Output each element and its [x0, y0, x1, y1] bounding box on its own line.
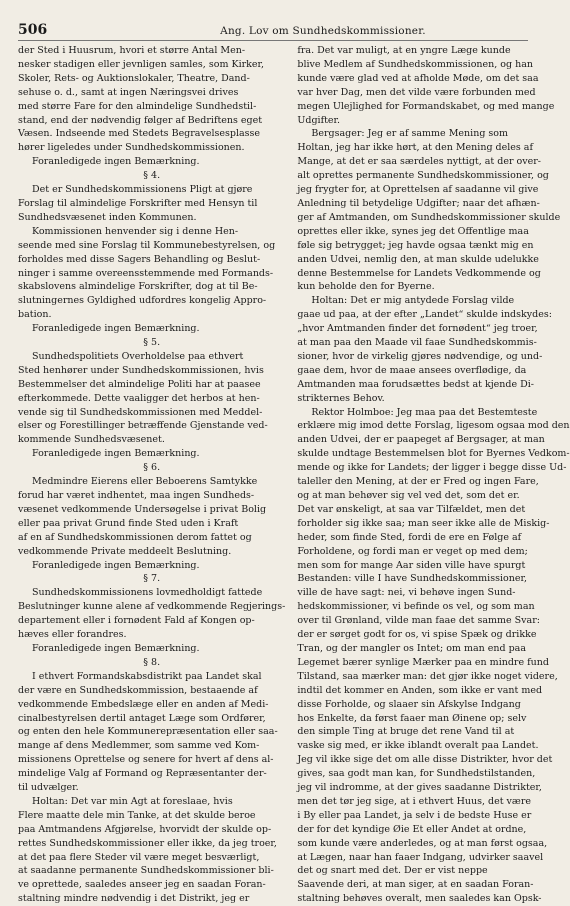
text-line: anden Udvei, nemlig den, at man skulde udelukke [297, 253, 539, 265]
text-line: ville de have sagt: nei, vi behøve ingen Sund- [297, 587, 516, 599]
text-line: eller paa privat Grund finde Sted uden i Kraft [18, 517, 239, 529]
section-heading: § 6. [143, 462, 161, 474]
text-line: Det er Sundhedskommissionens Pligt at gjøre [32, 184, 253, 196]
text-line: Amtmanden maa forudsættes bedst at kjende Di- [297, 378, 534, 390]
text-line: at Lægen, naar han faaer Indgang, udvirker saavel [297, 851, 544, 863]
text-line: forholdes med disse Sagers Behandling og Beslut- [18, 253, 261, 265]
text-line: „hvor Amtmanden finder det fornødent“ jeg troer, [297, 323, 538, 335]
text-line: jeg vil indromme, at der gives saadanne Distrikter, [297, 782, 542, 794]
text-line: seende med sine Forslag til Kommunebestyrelsen, og [18, 239, 276, 251]
text-line: vaske sig med, er ikke iblandt overalt paa Landet. [297, 740, 539, 752]
text-line: megen Ulejlighed for Formandskabet, og med mange [297, 100, 555, 112]
text-line: skulde undtage Bestemmelsen blot for Byernes Vedkom- [297, 448, 570, 460]
page-number: 506 [18, 22, 48, 38]
text-line: sehuse o. d., samt at ingen Næringsvei drives [18, 86, 239, 98]
text-line: Anledning til betydelige Udgifter; naar det afhæn- [297, 197, 540, 209]
text-line: missionens Oprettelse og senere for hvert af dens al- [18, 754, 274, 766]
section-heading: § 7. [143, 573, 161, 585]
text-line: Holtan: Det er mig antydede Forslag vilde [311, 295, 515, 307]
text-line: over til Grønland, vilde man faae det samme Svar: [297, 615, 540, 627]
text-line: gives, saa godt man kan, for Sundhedstilstanden, [297, 768, 536, 780]
text-line: skabslovens almindelige Forskrifter, dog at til Be- [18, 281, 258, 293]
text-line: fra. Det var muligt, at en yngre Læge kunde [297, 45, 511, 56]
text-line: hedskommissioner, vi befinde os vel, og som man [297, 601, 535, 613]
text-line: men det tør jeg sige, at i ethvert Huus, det være [297, 795, 532, 807]
text-line: Saavende deri, at man siger, at en saadan Foran- [297, 879, 534, 891]
text-line: vedkommende Private meddeelt Beslutning. [18, 545, 232, 557]
text-line: disse Forholde, og slaaer sin Afskylse Indgang [297, 698, 521, 710]
text-line: slutningernes Gyldighed udfordres kongelig Appro- [18, 295, 267, 307]
text-line: forud har været indhentet, maa ingen Sundheds- [18, 490, 255, 501]
right-column [297, 44, 570, 905]
text-line: der Sted i Huusrum, hvori et større Antal Men- [18, 45, 246, 56]
text-line: strikternes Behov. [297, 392, 385, 404]
text-line: Foranledigede ingen Bemærkning. [32, 559, 200, 571]
text-columns [18, 44, 570, 905]
text-line: heder, som finde Sted, fordi de ere en Følge af [297, 531, 522, 543]
text-line: Sundhedspolitiets Overholdelse paa ethvert [32, 350, 244, 362]
text-line: Foranledigede ingen Bemærkning. [32, 323, 200, 335]
text-line: hæves eller forandres. [18, 629, 127, 641]
text-line: Medmindre Eierens eller Beboerens Samtykke [32, 476, 258, 488]
text-line: elser og Forestillinger betræffende Gjenstande ved- [18, 420, 268, 432]
running-head: Ang. Lov om Sundhedskommissioner. [220, 25, 426, 37]
section-heading: § 8. [143, 656, 161, 668]
section-heading: § 5. [143, 337, 161, 349]
header-rule [18, 40, 528, 41]
text-line: blive Medlem af Sundhedskommissionen, og han [297, 58, 534, 70]
text-line: kunde være glad ved at afholde Møde, om det saa [297, 72, 539, 84]
text-line: denne Bestemmelse for Landets Vedkommende og [297, 267, 541, 279]
text-line: Beslutninger kunne alene af vedkommende Regjerings- [18, 601, 286, 613]
text-line: der er sørget godt for os, vi spise Spæk og drikke [297, 629, 537, 641]
text-line: Foranledigede ingen Bemærkning. [32, 156, 200, 168]
text-line: Foranledigede ingen Bemærkning. [32, 642, 200, 654]
text-line: der for det kyndige Øie Et eller Andet at ordne, [297, 823, 527, 835]
text-line: jeg frygter for, at Oprettelsen af saadanne vil give [297, 184, 539, 196]
text-line: men som for mange Aar siden ville have spurgt [297, 559, 526, 571]
text-line: Forholdene, og fordi man er veget op med dem; [297, 545, 528, 557]
text-line: hører ligeledes under Sundhedskommissionen. [18, 142, 245, 154]
text-line: cinalbestyrelsen dertil antaget Læge som Ordfører, [18, 712, 266, 724]
text-line: Tilstand, saa mærker man: det gjør ikke noget videre, [297, 670, 558, 682]
text-line: Sundhedsvæsenet inden Kommunen. [18, 211, 197, 223]
text-line: Bergsager: Jeg er af samme Mening som [311, 128, 509, 140]
text-line: Væsen. Indseende med Stedets Begravelsesplasse [18, 128, 261, 140]
text-line: gaae dem, hvor de maae ansees overflødige, da [297, 364, 527, 376]
left-column [18, 44, 286, 905]
text-line: staltning behøves overalt, men saaledes kan Opsk- [297, 893, 542, 905]
text-line: erklære mig imod dette Forslag, ligesom ogsaa mod den [297, 420, 570, 432]
text-line: ninger i samme overeensstemmende med Formands- [18, 267, 274, 279]
text-line: Foranledigede ingen Bemærkning. [32, 448, 200, 460]
text-line: departement eller i fornødent Fald af Kongen op- [18, 615, 255, 627]
section-heading: § 4. [143, 170, 161, 182]
text-line: af en af Sundhedskommissionen derom fattet og [18, 531, 252, 543]
text-line: Udgifter. [297, 114, 341, 126]
text-line: den simple Ting at bruge det rene Vand til at [297, 726, 515, 738]
text-line: indtil det kommer en Anden, som ikke er vant med [297, 684, 543, 696]
text-line: gaae ud paa, at der efter „Landet“ skulde indskydes: [297, 309, 552, 321]
text-line: der være en Sundhedskommission, bestaaende af [18, 684, 258, 696]
text-line: i By eller paa Landet, ja selv i de bedste Huse er [297, 809, 532, 821]
text-line: hos Enkelte, da først faaer man Øinene op; selv [297, 712, 527, 724]
text-line: Rektor Holmboe: Jeg maa paa det Bestemteste [311, 406, 538, 418]
text-line: staltning mindre nødvendig i det Distrikt, jeg er [18, 893, 250, 905]
text-line: Bestanden: ville I have Sundhedskommissioner, [297, 573, 527, 585]
text-line: kommende Sundhedsvæsenet. [18, 434, 165, 446]
text-line: var hver Dag, men det vilde være forbunden med [297, 86, 536, 98]
text-line: alt oprettes permanente Sundhedskommissioner, og [297, 170, 549, 182]
text-line: Bestemmelser det almindelige Politi har at paasee [18, 378, 261, 390]
text-line: føle sig betrygget; jeg havde ogsaa tænkt mig en [297, 239, 534, 251]
text-line: at saadanne permanente Sundhedskommissioner bli- [18, 865, 274, 877]
text-line: Det var ønskeligt, at saa var Tilfældet, men det [297, 503, 526, 515]
text-line: vedkommende Embedslæge eller en anden af Medi- [18, 698, 269, 710]
text-line: ve oprettede, saaledes anseer jeg en saadan Foran- [18, 879, 266, 891]
text-line: forholder sig ikke saa; man seer ikke alle de Miskig- [297, 517, 550, 529]
text-line: ger af Amtmanden, om Sundhedskommissioner skulde [297, 211, 561, 223]
text-line: Holtan: Det var min Agt at foreslaae, hvis [32, 795, 233, 807]
text-line: oprettes eller ikke, synes jeg det Offentlige maa [297, 225, 529, 237]
text-line: at man paa den Maade vil faae Sundhedskommis- [297, 337, 537, 349]
text-line: Kommissionen henvender sig i denne Hen- [32, 225, 239, 237]
text-line: til udvælger. [18, 782, 79, 794]
text-line: efterkommede. Dette vaaligger det herbos at hen- [18, 392, 260, 404]
text-line: med større Fare for den almindelige Sundhedstil- [18, 100, 257, 112]
text-line: og at man behøver sig vel ved det, som det er. [297, 490, 520, 501]
text-line: Jeg vil ikke sige det om alle disse Distrikter, hvor det [297, 754, 553, 766]
text-line: sioner, hvor de virkelig gjøres nødvendige, og und- [297, 350, 543, 362]
text-line: mange af dens Medlemmer, som samme ved Kom- [18, 740, 260, 752]
text-line: Legemet bærer synlige Mærker paa en mindre fund [297, 656, 549, 668]
text-line: stand, end der nødvendig følger af Bedriftens eget [18, 114, 263, 126]
text-line: mende og ikke for Landets; der ligger i begge disse Ud- [297, 462, 567, 474]
text-line: paa Amtmandens Afgjørelse, hvorvidt der skulde op- [18, 823, 272, 835]
text-line: væsenet vedkommende Undersøgelse i privat Bolig [18, 503, 267, 515]
text-line: mindelige Valg af Formand og Repræsentanter der- [18, 768, 267, 780]
text-line: anden Udvei, der er paapeget af Bergsager, at man [297, 434, 545, 446]
text-line: taleller den Mening, at der er Fred og ingen Fare, [297, 476, 539, 488]
text-line: bation. [18, 309, 52, 321]
text-line: og enten den hele Kommunerepræsentation eller saa- [18, 726, 278, 738]
text-line: det og snart med det. Der er vist neppe [297, 865, 488, 877]
text-line: Forslag til almindelige Forskrifter med Hensyn til [18, 197, 258, 209]
text-line: Holtan, jeg har ikke hørt, at den Mening deles af [297, 142, 533, 154]
text-line: I ethvert Formandskabsdistrikt paa Landet skal [32, 670, 262, 682]
page-header [18, 22, 528, 38]
text-line: Mange, at det er saa særdeles nyttigt, at der over- [297, 156, 541, 168]
text-line: Sundhedskommissionens lovmedholdigt fattede [32, 587, 263, 599]
text-line: rettes Sundhedskommissioner eller ikke, da jeg troer, [18, 837, 277, 849]
text-line: kun beholde den for Byerne. [297, 281, 435, 293]
text-line: at det paa flere Steder vil være meget besværligt, [18, 851, 260, 863]
text-line: nesker stadigen eller jevnligen samles, som Kirker, [18, 58, 265, 70]
text-line: Tran, og der mangler os Intet; om man end paa [297, 642, 527, 654]
text-line: Flere maatte dele min Tanke, at det skulde beroe [18, 809, 256, 821]
text-line: vende sig til Sundhedskommissionen med Meddel- [18, 406, 263, 418]
text-line: Skoler, Rets- og Auktionslokaler, Theatre, Dand- [18, 72, 250, 84]
text-line: som kunde være anderledes, og at man først ogsaa, [297, 837, 548, 849]
text-line: Sted henhører under Sundhedskommissionen, hvis [18, 364, 264, 376]
